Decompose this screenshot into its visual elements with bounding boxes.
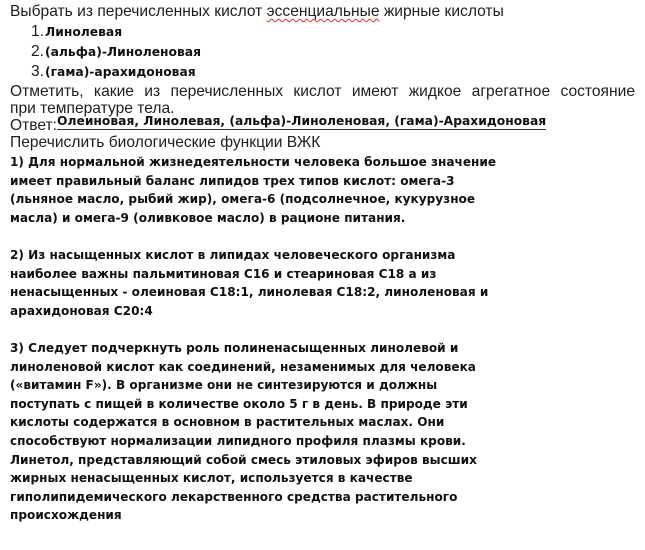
list-item-label: (гама)-арахидоновая	[45, 65, 196, 79]
paragraph-gap	[10, 227, 635, 246]
question-1-text	[10, 3, 635, 20]
question-1-answer-list	[10, 23, 635, 83]
answer-label: Ответ:	[10, 117, 58, 134]
question-1-text-after: жирные кислоты	[379, 3, 504, 20]
question-1-text-before: Выбрать из перечисленных кислот	[10, 3, 267, 20]
list-item-label: (альфа)-Линоленовая	[45, 45, 201, 59]
list-item	[31, 63, 635, 83]
list-item-label: Линолевая	[45, 25, 123, 39]
list-item-number: 2.	[31, 43, 45, 60]
list-item	[31, 23, 635, 43]
answer-value[interactable]: Олеиновая, Линолевая, (альфа)-Линоленовая, (гама)-Арахидоновая	[57, 114, 547, 128]
paragraph-gap	[10, 320, 635, 339]
question-2-answer	[10, 114, 635, 134]
list-item	[31, 43, 635, 63]
question-2-line-1: Отметить, какие из перечисленных кислот имеют жидкое агрегатное состояние	[10, 83, 635, 100]
misspelled-word[interactable]: эссенциальные	[266, 3, 380, 20]
question-3-title: Перечислить биологические функции ВЖК	[10, 134, 321, 151]
answer-paragraph-1: 1) Для нормальной жизнедеятельности человека большое значение имеет правильный баланс липидов трех типов кислот: омега-3 (льняное масло, рыбий жир), омега-6 (подсолнечное, кукурузное масла) и омега-9 (оливковое масло) в рационе питания.	[10, 155, 497, 225]
answer-paragraph-2: 2) Из насыщенных кислот в липидах человеческого организма наиболее важны пальмитиновая С16 и стеариновая С18 а из ненасыщенных - олеиновая С18:1, линолевая С18:2, линоленовая и арахидоновая С20:4	[10, 247, 489, 318]
question-3-answer-body[interactable]	[10, 153, 635, 525]
list-item-number: 1.	[31, 23, 45, 40]
answer-paragraph-3: 3) Следует подчеркнуть роль полиненасыщенных линолевой и линоленовой кислот как соединений, незаменимых для человека («витамин F»). В организме они не синтезируются и должны поступать с пищей в количестве около 5 г в день. В природе эти кислоты содержатся в основном в растительных маслах. Они способствуют нормализации липидного профиля плазмы крови. Линетол, представляющий собой смесь этиловых эфиров высших жирных ненасыщенных кислот, используется в качестве гиполипидемического лекарственного средства растительного происхождения	[10, 340, 477, 523]
question-2-line-2: при температуре тела.	[10, 100, 175, 117]
list-item-number: 3.	[31, 63, 45, 80]
